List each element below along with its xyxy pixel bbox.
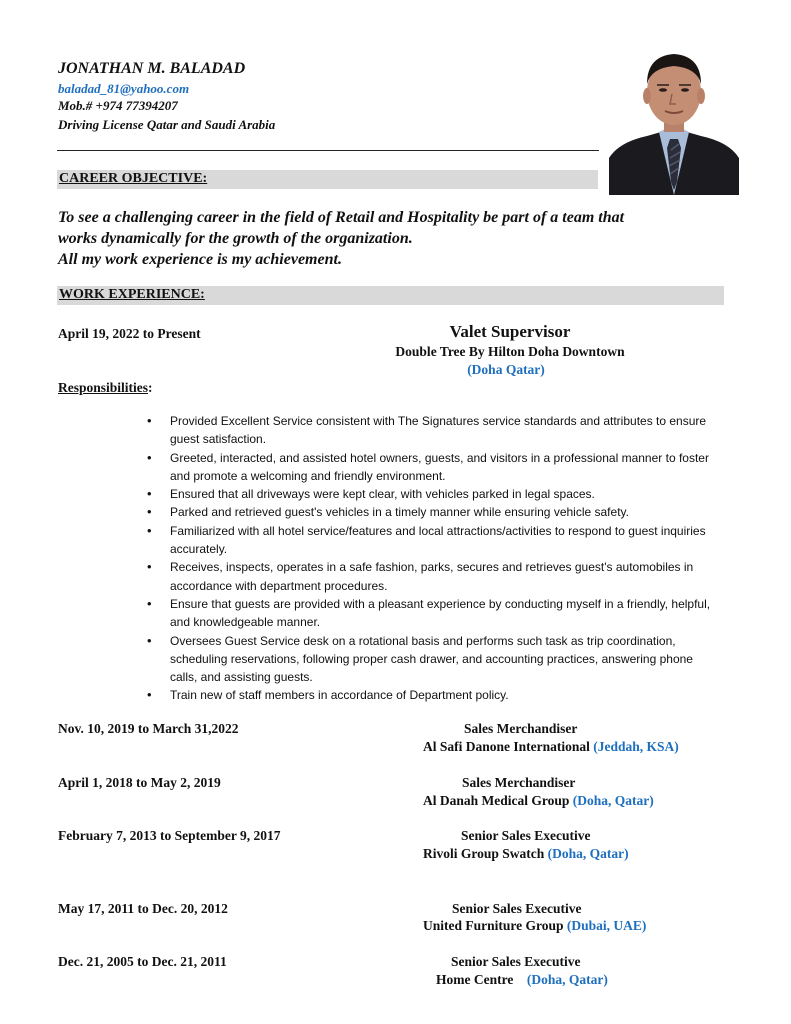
list-item: • Ensure that guests are provided with a pleasant experience by conducting myself in a friendly, helpful, and knowledgeable manner.: [147, 595, 722, 632]
career-objective-heading: [57, 170, 598, 189]
job-company: Rivoli Group Swatch: [423, 846, 545, 861]
job-title: Sales Merchandiser: [464, 721, 578, 736]
job-location: (Jeddah, KSA): [593, 739, 679, 754]
work-experience-label: WORK EXPERIENCE:: [59, 287, 205, 302]
profile-photo: [609, 40, 739, 195]
job-company-line: [423, 793, 654, 809]
list-item: • Provided Excellent Service consistent with The Signatures service standards and attributes to ensure guest satisfaction.: [147, 412, 722, 449]
job-date: Dec. 21, 2005 to Dec. 21, 2011: [58, 954, 227, 969]
job-date: February 7, 2013 to September 9, 2017: [58, 828, 281, 843]
email-link[interactable]: baladad_81@yahoo.com: [58, 81, 190, 96]
candidate-name: JONATHAN M. BALADAD: [58, 60, 246, 77]
job-location: (Doha, Qatar): [572, 793, 654, 808]
list-item: • Train new of staff members in accordance of Department policy.: [147, 686, 722, 704]
job-company-line: [423, 846, 629, 862]
job-location: (Dubai, UAE): [566, 918, 647, 933]
list-item: • Oversees Guest Service desk on a rotational basis and performs such task as trip coordination, scheduling reservations, following proper cash drawer, and accounting practices, answering phone calls, and assisting guests.: [147, 632, 722, 687]
job-date: May 17, 2011 to Dec. 20, 2012: [58, 901, 228, 916]
responsibilities-colon: :: [148, 380, 153, 395]
work-experience-heading: [57, 286, 724, 305]
job-company: Al Safi Danone International: [423, 739, 590, 754]
career-objective-label: CAREER OBJECTIVE:: [59, 171, 208, 186]
job-location: (Doha, Qatar): [547, 846, 629, 861]
mobile-number: Mob.# +974 77394207: [58, 98, 178, 113]
job-company: Home Centre: [436, 972, 514, 987]
job-title: Senior Sales Executive: [461, 828, 591, 843]
job-company-line: [423, 918, 646, 934]
job-company-line: [423, 739, 679, 755]
list-item: • Familiarized with all hotel service/features and local attractions/activities to respond to guest inquiries accurately.: [147, 522, 722, 559]
responsibilities-list: [147, 412, 722, 705]
job-company: United Furniture Group: [423, 918, 564, 933]
header-divider: [57, 150, 599, 151]
driving-license: Driving License Qatar and Saudi Arabia: [58, 117, 276, 132]
objective-line: All my work experience is my achievement.: [58, 251, 342, 268]
current-job-location: (Doha Qatar): [467, 362, 545, 377]
job-title: Senior Sales Executive: [452, 901, 582, 916]
objective-line: To see a challenging career in the field of Retail and Hospitality be part of a team that: [58, 209, 625, 226]
current-job-date: April 19, 2022 to Present: [58, 326, 201, 341]
list-item: • Ensured that all driveways were kept clear, with vehicles parked in legal spaces.: [147, 485, 722, 503]
current-job-title: Valet Supervisor: [449, 322, 571, 341]
responsibilities-label: Responsibilities: [58, 380, 149, 395]
list-item: • Greeted, interacted, and assisted hotel owners, guests, and visitors in a professional manner to foster and promote a welcoming and friendly environment.: [147, 449, 722, 486]
job-title: Senior Sales Executive: [451, 954, 581, 969]
job-title: Sales Merchandiser: [462, 775, 576, 790]
objective-line: works dynamically for the growth of the organization.: [58, 230, 413, 247]
job-date: April 1, 2018 to May 2, 2019: [58, 775, 221, 790]
current-job-company: Double Tree By Hilton Doha Downtown: [395, 344, 625, 359]
list-item: • Parked and retrieved guest's vehicles in a timely manner while ensuring vehicle safety.: [147, 503, 722, 521]
list-item: • Receives, inspects, operates in a safe fashion, parks, secures and retrieves guest's automobiles in accordance with department procedures.: [147, 558, 722, 595]
responsibilities-heading: [58, 380, 153, 396]
career-objective-text: [58, 207, 738, 270]
job-company-line: [436, 972, 608, 988]
job-location: (Doha, Qatar): [526, 972, 608, 987]
job-company: Al Danah Medical Group: [423, 793, 570, 808]
job-date: Nov. 10, 2019 to March 31,2022: [58, 721, 239, 736]
